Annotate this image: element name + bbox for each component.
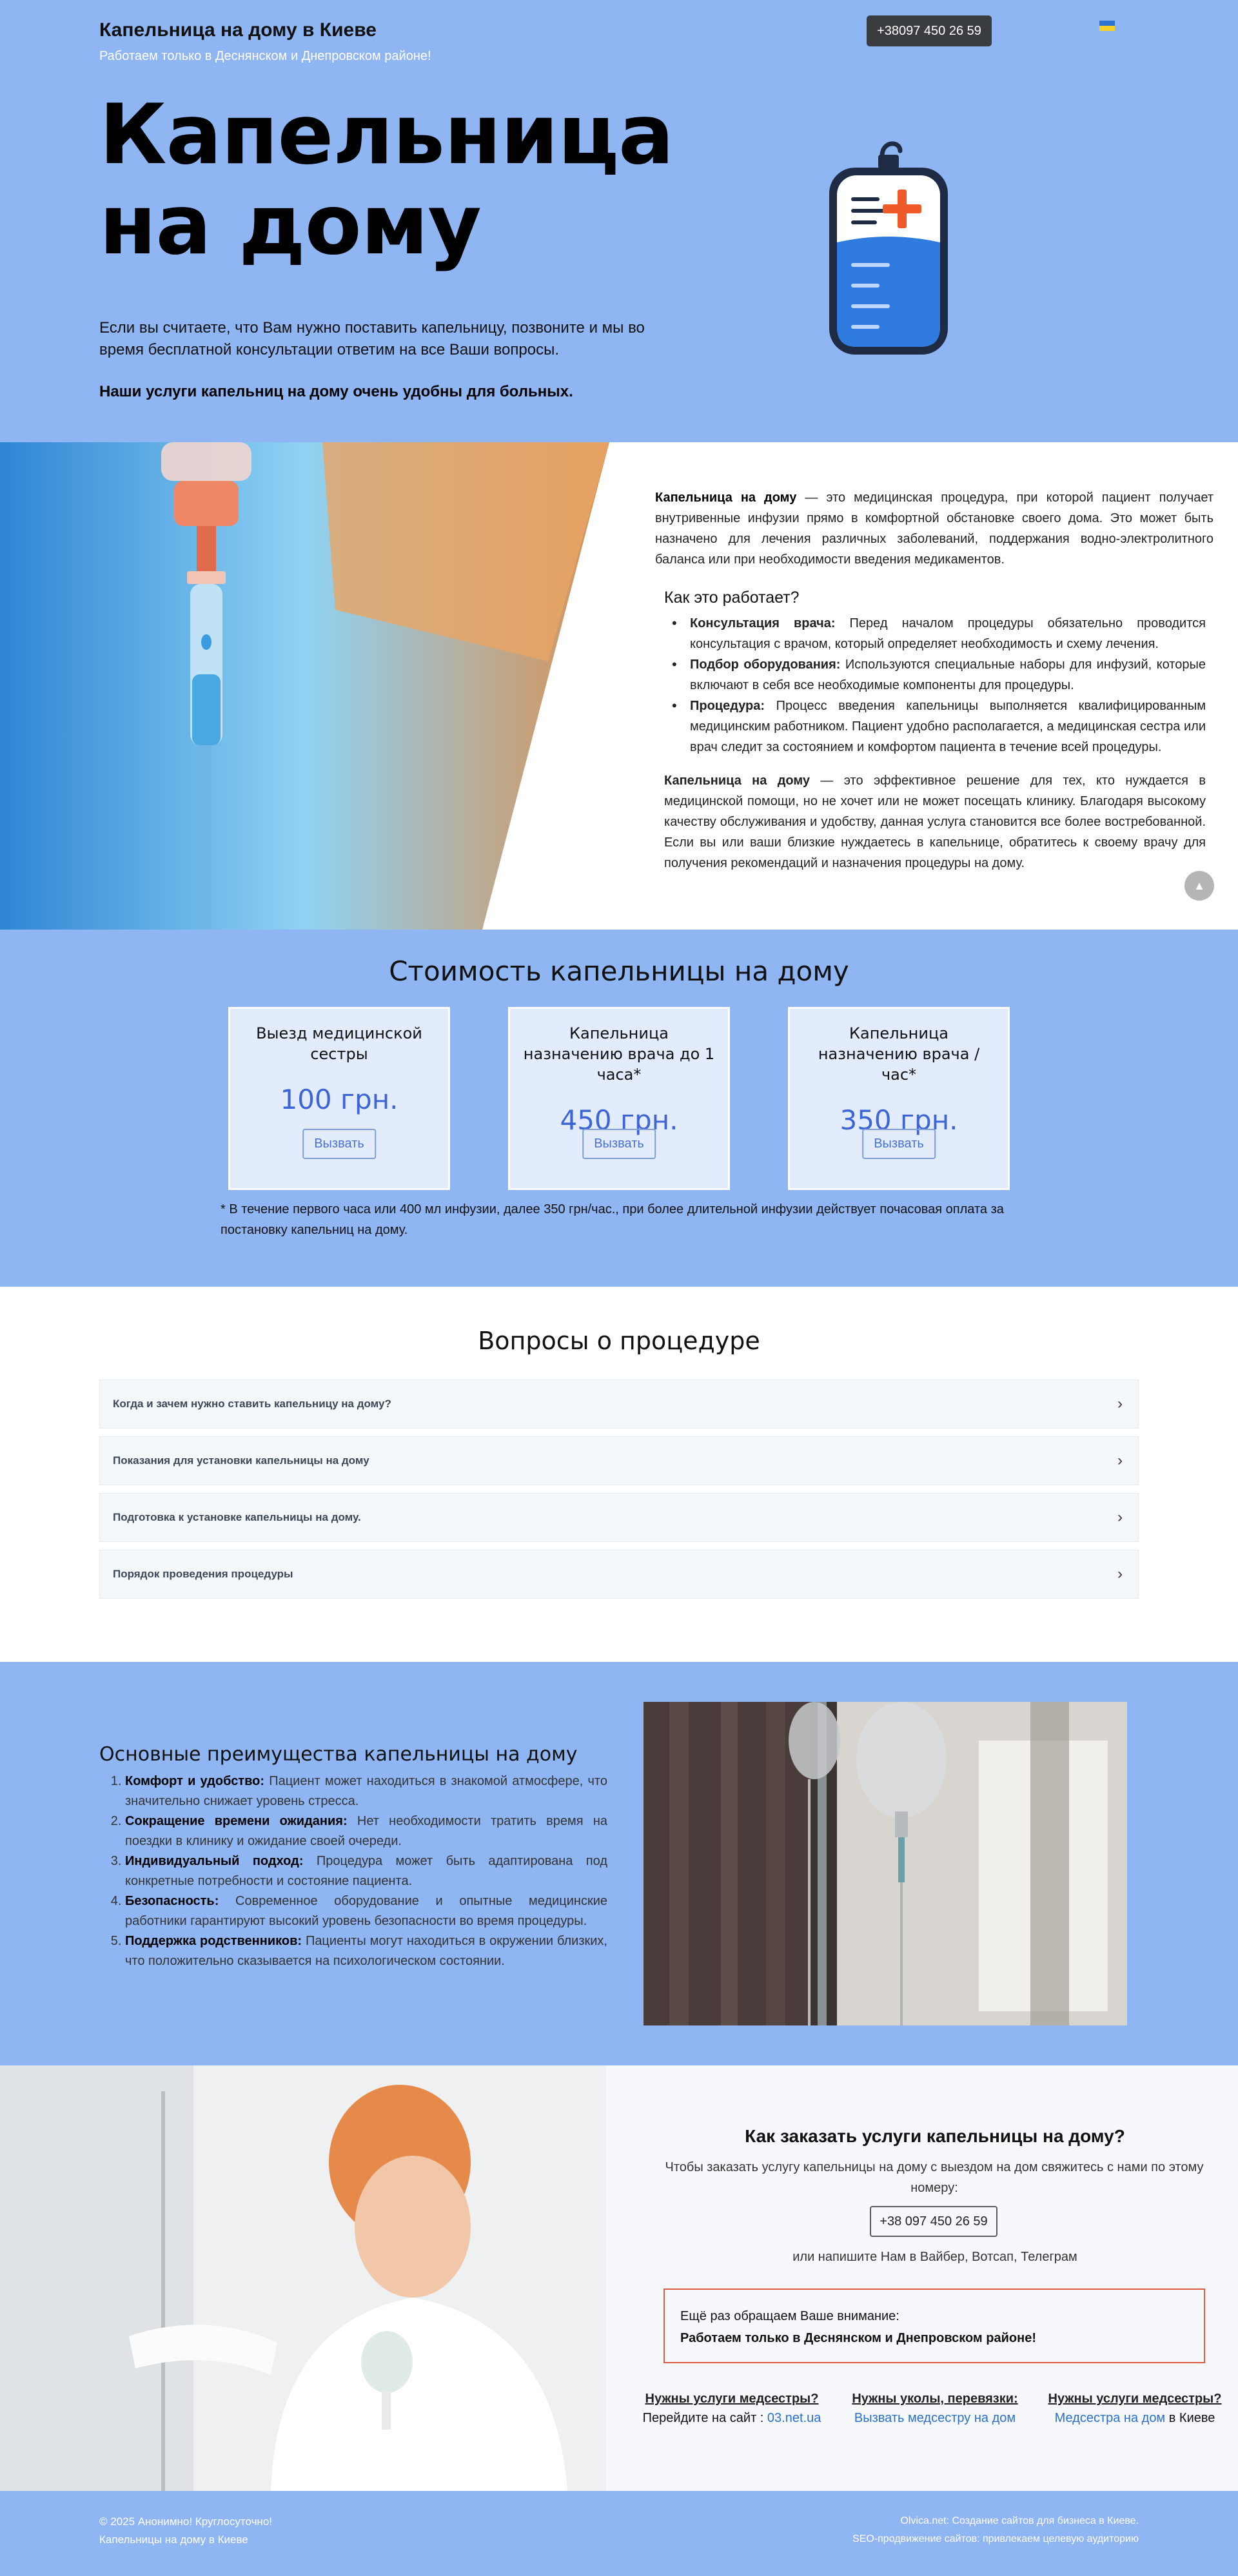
call-nurse-link[interactable]: Вызвать медсестру на дом	[854, 2411, 1016, 2425]
footer	[0, 2491, 1238, 2576]
info-final	[664, 770, 1206, 873]
faq-item[interactable]	[99, 1550, 1139, 1599]
price-card-title: Капельница назначению врача до 1 часа*	[523, 1024, 715, 1084]
step-text: Перед началом процедуры обязательно проводится консультация с врачом, который определяет необходимость и схему лечения.	[690, 616, 1206, 651]
notice-line-2: Работаем только в Деснянском и Днепровском районе!	[680, 2331, 1037, 2345]
info-intro-text: — это медицинская процедура, при которой пациент получает внутривенные инфузии прямо в комфортной обстановке своего дома. Это может быть назначено для лечения различных заболеваний, поддержания водно-электролитного баланса или при необходимости введения медикаментов.	[655, 491, 1213, 567]
price-note: * В течение первого часа или 400 мл инфузии, далее 350 грн/час., при более длительной инфузии действует почасовая оплата за постановку капельниц на дому.	[221, 1202, 1004, 1237]
order-title: Как заказать услуги капельницы на дому?	[745, 2126, 1125, 2146]
hero-title	[99, 87, 674, 273]
chevron-right-icon: ›	[1117, 1395, 1123, 1412]
list-item	[664, 654, 1206, 696]
prices-section	[0, 930, 1238, 1287]
faq-section	[0, 1287, 1238, 1662]
iv-room-photo	[644, 1702, 1127, 2025]
advantages-list	[125, 1771, 607, 1971]
footer-site-name[interactable]: Капельницы на дому в Киеве	[99, 2533, 248, 2546]
price-card	[508, 1007, 730, 1190]
site-subtitle: Работаем только в Деснянском и Днепровском районе!	[99, 49, 431, 63]
chevron-right-icon: ›	[1117, 1508, 1123, 1526]
faq-question: Подготовка к установке капельницы на дому.	[113, 1511, 361, 1523]
link-prefix: Перейдите на сайт :	[642, 2411, 767, 2425]
link-block-line	[635, 2408, 829, 2428]
site-title[interactable]: Капельница на дому в Киеве	[99, 19, 377, 41]
hero-strong-text: Наши услуги капельниц на дому очень удобны для больных.	[99, 383, 573, 400]
order-section	[0, 2065, 1238, 2491]
list-item	[125, 1811, 607, 1851]
advantages-title: Основные преимущества капельницы на дому	[99, 1743, 578, 1766]
faq-item[interactable]	[99, 1436, 1139, 1485]
step-text: Процесс введения капельницы выполняется квалифицированным медицинским работником. Пациент удобно располагается, а медицинская сестра или врач следит за состоянием и комфортом пациента в течение всей процедуры.	[690, 699, 1206, 754]
advantages-section	[0, 1662, 1238, 2065]
site-link[interactable]: 03.net.ua	[767, 2411, 821, 2425]
link-block-title: Нужны уколы, перевязки:	[852, 2392, 1018, 2406]
footer-credit-1[interactable]: Olvica.net: Создание сайтов для бизнеса в Киеве.	[900, 2515, 1139, 2526]
price-card-price: 100 грн.	[280, 1084, 398, 1115]
link-suffix: в Киеве	[1165, 2411, 1215, 2425]
price-card	[228, 1007, 450, 1190]
steps-list	[664, 613, 1206, 757]
list-item	[125, 1851, 607, 1891]
price-card-price: 450 грн.	[560, 1104, 678, 1136]
link-block-line	[1045, 2408, 1225, 2428]
list-item	[664, 696, 1206, 757]
ukraine-flag-icon[interactable]	[1099, 21, 1115, 31]
link-block	[838, 2389, 1032, 2428]
faq-item[interactable]	[99, 1493, 1139, 1542]
faq-question: Показания для установки капельницы на дому	[113, 1454, 369, 1467]
adv-bold: Сокращение времени ожидания:	[125, 1814, 348, 1828]
step-bold: Процедура:	[690, 699, 765, 713]
adv-text: Процедура может быть адаптирована под конкретные потребности и состояние пациента.	[125, 1854, 607, 1888]
link-block-line	[838, 2408, 1032, 2428]
patient-photo	[0, 2065, 606, 2491]
faq-question: Когда и зачем нужно ставить капельницу на дому?	[113, 1398, 391, 1410]
footer-credit-2[interactable]: SEO-продвижение сайтов: привлекаем целевую аудиторию	[852, 2533, 1139, 2544]
list-item	[125, 1891, 607, 1931]
call-button[interactable]: Вызвать	[862, 1129, 936, 1159]
iv-bag-icon	[824, 134, 953, 366]
link-block	[1045, 2389, 1225, 2428]
call-button[interactable]: Вызвать	[582, 1129, 656, 1159]
scroll-top-button[interactable]	[1184, 871, 1214, 901]
adv-bold: Комфорт и удобство:	[125, 1774, 265, 1788]
how-title: Как это работает?	[664, 589, 800, 607]
adv-text: Пациенты могут находиться в окружении близких, что положительно сказывается на психологическом состоянии.	[125, 1934, 607, 1968]
link-block-title: Нужны услуги медсестры?	[1048, 2392, 1222, 2406]
price-card-title: Выезд медицинской сестры	[256, 1024, 422, 1063]
adv-text: Современное оборудование и опытные медицинские работники гарантируют высокий уровень безопасности во время процедуры.	[125, 1894, 607, 1928]
list-item	[664, 613, 1206, 654]
step-bold: Консультация врача:	[690, 616, 836, 630]
price-card-title: Капельница назначению врача / час*	[818, 1024, 980, 1084]
notice-line-1: Ещё раз обращаем Ваше внимание:	[680, 2309, 899, 2323]
footer-copyright: © 2025 Анонимно! Круглосуточно!	[99, 2515, 272, 2528]
chevron-up-icon: ▲	[1194, 879, 1205, 892]
how-it-works	[664, 587, 1206, 873]
info-final-bold: Капельница на дому	[664, 774, 811, 788]
faq-item[interactable]	[99, 1380, 1139, 1429]
info-intro-bold: Капельница на дому	[655, 491, 797, 505]
info-intro	[655, 487, 1213, 570]
hero-section	[0, 0, 1238, 442]
list-item	[125, 1931, 607, 1971]
adv-bold: Индивидуальный подход:	[125, 1854, 304, 1868]
call-button[interactable]: Вызвать	[302, 1129, 376, 1159]
price-card-price: 350 грн.	[840, 1104, 958, 1136]
chevron-right-icon: ›	[1117, 1452, 1123, 1469]
order-text: Чтобы заказать услугу капельницы на дому с выездом на дом свяжитесь с нами по этому номеру:	[665, 2160, 1204, 2195]
info-section	[0, 442, 1238, 930]
hero-title-line-2: на дому	[99, 177, 481, 273]
order-messengers: или напишите Нам в Вайбер, Вотсап, Телеграм	[792, 2250, 1077, 2264]
adv-bold: Поддержка родственников:	[125, 1934, 302, 1948]
adv-bold: Безопасность:	[125, 1894, 219, 1908]
notice-box	[663, 2288, 1205, 2363]
price-card	[788, 1007, 1010, 1190]
step-bold: Подбор оборудования:	[690, 658, 841, 672]
iv-drip-photo	[0, 442, 609, 930]
adv-text: Нет необходимости тратить время на поездки в клинику и ожидание своей очереди.	[125, 1814, 608, 1848]
chevron-right-icon: ›	[1117, 1565, 1123, 1583]
nurse-home-link[interactable]: Медсестра на дом	[1054, 2411, 1166, 2425]
prices-title: Стоимость капельницы на дому	[389, 955, 849, 987]
link-block-title: Нужны услуги медсестры?	[645, 2392, 819, 2406]
hero-text: Если вы считаете, что Вам нужно поставить капельницу, позвоните и мы во время бесплатной консультации ответим на все Ваши вопросы.	[99, 319, 645, 358]
info-final-text: — это эффективное решение для тех, кто нуждается в медицинской помощи, но не хочет или не может посещать клинику. Благодаря высокому качеству обслуживания и удобству, данная услуга становится все более востребованной. Если вы или ваши близкие нуждаетесь в капельнице, обратитесь к своему врачу для получения рекомендаций и назначения процедуры на дому.	[664, 774, 1206, 870]
hero-title-line-1: Капельница	[99, 87, 674, 183]
faq-question: Порядок проведения процедуры	[113, 1568, 293, 1580]
step-text: Используются специальные наборы для инфузий, которые включают в себя все необходимые компоненты для процедуры.	[690, 658, 1206, 692]
list-item	[125, 1771, 607, 1811]
adv-text: Пациент может находиться в знакомой атмосфере, что значительно снижает уровень стресса.	[125, 1774, 607, 1808]
order-phone-button[interactable]: +38 097 450 26 59	[870, 2206, 997, 2237]
header-phone-button[interactable]: +38097 450 26 59	[867, 15, 992, 46]
link-block	[635, 2389, 829, 2428]
faq-title: Вопросы о процедуре	[478, 1327, 760, 1355]
